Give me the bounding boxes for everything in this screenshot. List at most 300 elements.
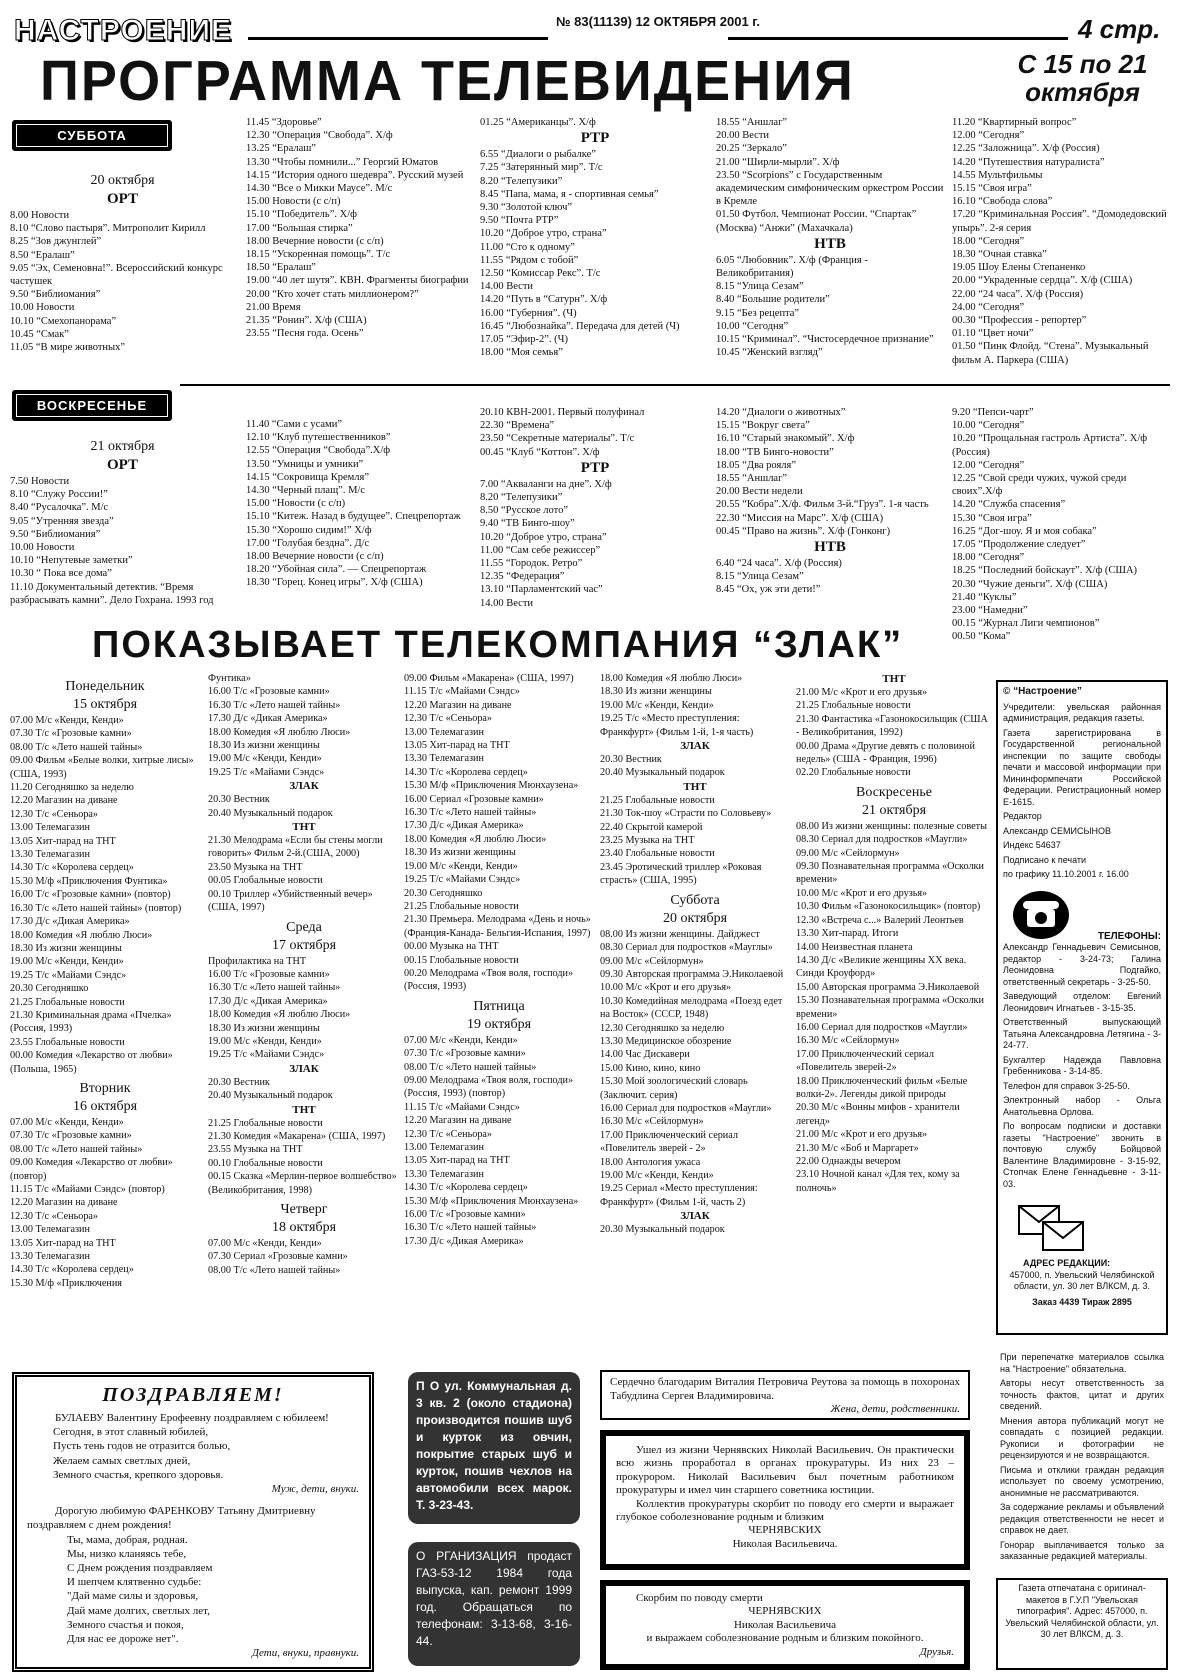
section-divider: [180, 384, 1170, 386]
channel-name: ОРТ: [106, 457, 139, 473]
list-item: Александр СЕМИСЫНОВ: [1003, 825, 1111, 836]
list-item: 10.10 “Непутевые заметки”: [10, 555, 133, 567]
schedule-item: 16.30 М/с «Сейлормун»: [796, 1035, 900, 1047]
list-item: 16.25 “Дог-шоу. Я и моя собака”: [952, 525, 1097, 537]
schedule-item: 17.30 Д/с «Дикая Америка»: [10, 916, 130, 928]
sun-col-4: [716, 406, 944, 597]
schedule-item: 12.20 Магазин на диване: [10, 795, 118, 807]
schedule-item: 15.00 Авторская программа Э.Николаевой: [796, 981, 980, 993]
list-item: Александр Геннадьевич Семисынов, редактор - 3-24-73; Галина Леонидовна Подгайко, ответственный секретарь - 3-25-50.: [1003, 942, 1161, 987]
list-item: 8.15 “Улица Сезам”: [716, 571, 804, 583]
list-item: 15.10 “Китеж. Назад в будущее”. Спецрепортаж: [246, 511, 461, 523]
zlak-col-1: [10, 674, 200, 1290]
list-item: 8.20 “Телепузики”: [480, 492, 563, 504]
list-item: 9.15 “Без рецепта”: [716, 307, 800, 319]
text-list: [480, 478, 710, 610]
schedule-item: 20.30 М/с «Вонны мифов - хранители легенд»: [796, 1102, 960, 1127]
list-item: Дай маме долгих, светлых лет,: [67, 1604, 210, 1617]
list-item: 24.00 “Сегодня”: [952, 301, 1025, 313]
phones-title: ТЕЛЕФОНЫ:: [1097, 930, 1161, 942]
list-item: 11.00 “Сто к одному”: [480, 241, 575, 253]
schedule-item: 12.30 Т/с «Сеньора»: [10, 1210, 99, 1222]
list-item: Письма и отклики граждан редакция использует по своему усмотрению, анонимные не рассматриваются.: [1000, 1464, 1164, 1498]
schedule-item: 20.30 Сегодняшко: [10, 983, 89, 995]
list-item: 10.00 “Сегодня”: [952, 420, 1025, 432]
zlak-title: ПОКАЗЫВАЕТ ТЕЛЕКОМПАНИЯ “ЗЛАК”: [92, 624, 904, 666]
list-item: 14.15 “История одного шедевра”. Русский музей: [246, 169, 464, 181]
list-item: 11.55 “Рядом с тобой”: [480, 254, 579, 266]
schedule-item: 08.30 Сериал для подростков «Маугли»: [796, 834, 968, 846]
schedule-item: 10.00 М/с «Крот и его друзья»: [796, 887, 928, 899]
schedule-item: 16.30 Т/с «Лето нашей тайны»: [404, 1222, 537, 1234]
schedule-item: 12.30 Т/с «Сеньора»: [404, 1128, 493, 1140]
schedule-item: 23.50 Музыка на ТНТ: [208, 861, 303, 873]
ad-truck-sale: О РГАНИЗАЦИЯ продаст ГАЗ-53-12 1984 года выпуска, кап. ремонт 1999 год. Обращаться по телефонам: 3-13-68, 3-16-44.: [408, 1542, 580, 1666]
condolence-name: ЧЕРНЯВСКИХ: [748, 1605, 822, 1618]
list-item: 8.40 “Русалочка”. М/с: [10, 502, 109, 514]
list-item: 6.40 “24 часа”. Х/ф (Россия): [716, 558, 842, 570]
schedule-item: 13.05 Хит-парад на ТНТ: [10, 1237, 116, 1249]
list-item: 12.55 “Операция “Свобода”.Х/ф: [246, 445, 391, 457]
schedule-item: 13.05 Хит-парад на ТНТ: [404, 740, 510, 752]
saturday-badge: СУББОТА: [12, 120, 172, 151]
ad-sewing: П О ул. Коммунальная д. 3 кв. 2 (около стадиона) производится пошив шуб и курток из овчин, покрытие старых шуб и курток, пошив чехлов на автомобили всех марок. Т. 3-23-43.: [408, 1372, 580, 1524]
list-item: 8.00 Новости: [10, 210, 70, 221]
schedule-item: 18.00 Комедия «Я люблю Люси»: [10, 929, 153, 941]
list-item: 20.00 “Кто хочет стать миллионером?”: [246, 288, 419, 300]
list-item: 8.10 “Слово пастыря”. Митрополит Кирилл: [10, 223, 206, 235]
list-item: 18.00 “Сегодня”: [952, 235, 1025, 247]
sat-col-5: [952, 116, 1170, 367]
greeting-title: ПОЗДРАВЛЯЕМ!: [102, 1384, 284, 1406]
envelope-icon: [1017, 1204, 1087, 1254]
list-item: 21.00 “Ширли-мырли”. Х/ф: [716, 156, 840, 168]
schedule-item: 11.15 Т/с «Майами Сэндс»: [404, 1101, 520, 1113]
header-rule-left: [248, 37, 548, 40]
text-list: [480, 406, 710, 459]
schedule-item: 13.30 Медицинское обозрение: [600, 1035, 732, 1047]
list-item: 22.30 “Времена”: [480, 420, 555, 432]
schedule-item: 15.30 М/ф «Приключения Мюнхаузена»: [404, 1195, 579, 1207]
channel-name: ЗЛАК: [289, 1062, 319, 1075]
schedule-item: 07.00 М/с «Кенди, Кенди»: [10, 715, 124, 726]
schedule-item: 13.30 Телемагазин: [404, 1168, 484, 1180]
schedule-item: 09.00 Фильм «Белые волки, хитрые лисы» (США, 1993): [10, 755, 194, 780]
channel-name: ТНТ: [292, 821, 316, 834]
channel-name: ТНТ: [292, 1103, 316, 1116]
list-item: 20.00 Вести: [716, 130, 770, 142]
channel-name: РТР: [580, 130, 610, 147]
list-item: 01.50 Футбол. Чемпионат России. “Спартак” (Москва) “Анжи” (Махачкала): [716, 209, 917, 234]
schedule-item: 20.30 Вестник: [208, 794, 270, 806]
text-list: [246, 116, 472, 340]
list-item: 7.50 Новости: [10, 476, 70, 487]
list-item: 11.05 “В мире животных”: [10, 342, 125, 354]
list-item: Желаем самых светлых дней,: [53, 1454, 191, 1467]
list-item: 10.00 Новости: [10, 542, 75, 554]
text-list: [1003, 702, 1161, 881]
text-list: [480, 148, 710, 359]
obituary-box: [600, 1430, 970, 1570]
list-item: 14.00 Вести: [480, 597, 534, 609]
list-item: 8.15 “Улица Сезам”: [716, 281, 804, 293]
schedule-item: 13.30 Хит-парад. Итоги: [796, 928, 899, 940]
schedule-item: 18.00 Комедия «Я люблю Люси»: [208, 1009, 351, 1021]
day-heading: Среда 17 октября: [271, 919, 337, 953]
text-list: [716, 557, 944, 597]
schedule-item: 09.00 Мелодрама «Твоя воля, господи» (Россия, 1993) (повтор): [404, 1074, 574, 1100]
list-item: 18.30 “Горец. Конец игры”. Х/ф (США): [246, 577, 423, 589]
schedule-item: 15.00 Кино, кино, кино: [600, 1062, 701, 1074]
list-item: 15.10 “Победитель”. Х/ф: [246, 209, 357, 221]
schedule-item: 12.20 Магазин на диване: [10, 1197, 118, 1209]
schedule-item: 21.25 Глобальные новости: [404, 900, 519, 912]
list-item: 11.20 “Квартирный вопрос”: [952, 117, 1077, 128]
schedule-item: 20.30 Вестник: [600, 754, 662, 766]
list-item: 12.00 “Сегодня”: [952, 459, 1025, 471]
schedule-item: 21.30 Мелодрама «Если бы стены могли говорить» Фильм 2-й.(США, 2000): [208, 835, 383, 860]
list-item: 15.00 Новости (с с/п): [246, 196, 341, 208]
schedule-item: 15.30 М/ф «Приключения Мюнхаузена»: [404, 780, 579, 792]
greeting-sign-1: Муж, дети, внуки.: [271, 1483, 359, 1496]
list-item: 11.00 “Сам себе режиссер”: [480, 544, 601, 556]
list-item: 00.30 “Профессия - репортер”: [952, 315, 1087, 327]
sat-col-4: [716, 116, 944, 359]
schedule-item: 00.15 Сказка «Мерлин-первое волшебство» (Великобритания, 1998): [208, 1171, 397, 1196]
schedule-item: 20.30 Вестник: [208, 1076, 270, 1088]
list-item: 20.10 КВН-2001. Первый полуфинал: [480, 407, 645, 418]
list-item: 9.05 “Утренняя звезда”: [10, 515, 114, 527]
schedule-item: 16.30 М/с «Сейлормун»: [600, 1116, 704, 1128]
schedule-item: 16.00 Сериал «Грозовые камни»: [404, 793, 544, 805]
schedule-item: 11.15 Т/с «Майами Сэндс»: [404, 686, 520, 698]
list-item: 12.30 “Операция “Свобода”. Х/ф: [246, 130, 393, 142]
list-item: 19.05 Шоу Елены Степаненко: [952, 262, 1086, 274]
schedule-item: 12.20 Магазин на диване: [404, 1115, 512, 1127]
day-heading: Суббота 20 октября: [662, 892, 728, 926]
schedule-item: 19.25 Т/с «Майами Сэндс»: [404, 874, 521, 886]
schedule-item: 21.30 М/с «Боб и Маргарет»: [796, 1142, 919, 1154]
schedule-item: 21.25 Глобальные новости: [208, 1117, 323, 1129]
schedule-item: 21.30 Фантастика «Газонокосильщик (США - Великобритания, 1992): [796, 713, 988, 739]
list-item: 19.00 “40 лет шутя”. КВН. Фрагменты биографии: [246, 275, 469, 287]
schedule-item: 18.00 Приключенческий фильм «Белые волки-2». Легенды дикой природы: [796, 1075, 968, 1100]
schedule-item: 23.55 Музыка на ТНТ: [208, 1144, 303, 1156]
date-range: С 15 по 21 октября: [1017, 49, 1148, 107]
text-list: [480, 116, 710, 129]
list-item: 10.45 “Женский взгляд”: [716, 347, 823, 359]
schedule-item: 20.40 Музыкальный подарок: [208, 807, 333, 819]
list-item: 21.35 “Ронин”. Х/ф (США): [246, 315, 367, 327]
text-list: [1003, 942, 1161, 1190]
zlak-col-2: [208, 672, 400, 1277]
text-list: [952, 116, 1170, 367]
list-item: 11.55 “Городок. Ретро”: [480, 558, 583, 570]
schedule-item: 19.00 М/с «Кенди, Кенди»: [600, 699, 714, 711]
list-item: 00.15 “Журнал Лиги чемпионов”: [952, 618, 1100, 630]
text-list: [952, 406, 1170, 644]
schedule-item: 19.25 Т/с «Майами Сэндс»: [10, 969, 127, 981]
day-heading: Вторник 16 октября: [72, 1080, 138, 1114]
schedule-item: 14.30 Т/с «Королева сердец»: [10, 862, 134, 874]
schedule-item: 00.10 Триллер «Убийственный вечер» (США, 1997): [208, 888, 373, 914]
list-item: Пусть тень годов не отразится болью,: [53, 1440, 231, 1453]
list-item: 14.00 Вести: [480, 281, 534, 293]
schedule-item: 14.30 Т/с «Королева сердец»: [10, 1264, 134, 1276]
sun-col-3: [480, 406, 710, 610]
list-item: 9.20 “Пепси-чарт”: [952, 407, 1034, 418]
list-item: 14.20 “Путешествия натуралиста”: [952, 156, 1105, 168]
list-item: 14.55 Мультфильмы: [952, 169, 1043, 181]
list-item: 14.20 “Путь в “Сатурн”. Х/ф: [480, 294, 608, 306]
text-list: [716, 254, 944, 360]
list-item: 8.50 “Ералаш”: [10, 249, 75, 261]
list-item: 15.30 “Своя игра”: [952, 512, 1032, 524]
schedule-item: 17.30 Д/с «Дикая Америка»: [208, 995, 328, 1007]
list-item: Авторы несут ответственность за точность фактов, цитат и других сведений.: [1000, 1378, 1164, 1411]
issue-number: № 83(11139) 12 ОКТЯБРЯ 2001 г.: [556, 14, 761, 29]
schedule-item: 14.00 Час Дискавери: [600, 1049, 690, 1061]
list-item: 6.55 “Диалоги о рыбалке”: [480, 149, 596, 161]
list-item: Подписано к печати: [1003, 854, 1087, 865]
schedule-item: 16.30 Т/с «Лето нашей тайны»: [404, 807, 537, 819]
day-heading: Воскресенье 21 октября: [856, 784, 932, 818]
schedule-item: 08.30 Сериал для подростков «Мауглы»: [600, 942, 773, 954]
schedule-item: 13.05 Хит-парад на ТНТ: [10, 835, 116, 847]
schedule-item: 13.00 Телемагазин: [10, 822, 90, 834]
list-item: 23.50 “Scorpions” с Государственным академическим симфоническим оркестром России в Кремле: [716, 169, 944, 208]
schedule-item: 08.00 Т/с «Лето нашей тайны»: [10, 1143, 143, 1155]
section-name: НАСТРОЕНИЕ: [14, 14, 233, 47]
obituary-text-2: Коллектив прокуратуры скорбит по поводу его смерти и выражает глубокое соболезнование родным и близким: [616, 1497, 954, 1524]
schedule-item: 12.30 «Встреча с...» Валерий Леонтьев: [796, 914, 964, 926]
channel-name: ОРТ: [106, 191, 139, 207]
condolence-text: Скорбим по поводу смерти: [636, 1592, 763, 1604]
thanks-text: Сердечно благодарим Виталия Петровича Реутова за помощь в похоронах Табудлина Сергея Владимировича.: [610, 1376, 960, 1402]
sat-col-2: [246, 116, 472, 340]
list-item: 8.25 “Зов джунглей”: [10, 236, 102, 248]
greeting-text-1: БУЛАЕВУ Валентину Ерофеевну поздравляем с юбилеем!: [55, 1412, 329, 1424]
list-item: 18.50 “Ералаш”: [246, 262, 316, 274]
list-item: 7.25 “Затерянный мир”. Т/с: [480, 162, 603, 174]
schedule-item: 00.00 Драма «Другие девять с половиной недель» (США - Франция, 1996): [796, 740, 975, 766]
condolence-name-2: Николая Васильевича: [733, 1618, 837, 1631]
schedule-item: 19.25 Т/с «Майами Сэндс»: [208, 1049, 325, 1061]
list-item: 01.10 “Цвет ночи”: [952, 328, 1034, 340]
schedule-item: 16.30 Т/с «Лето нашей тайны»: [208, 699, 341, 711]
thanks-box: [600, 1370, 970, 1420]
schedule-item: 14.30 Т/с «Королева сердец»: [404, 766, 528, 778]
schedule-item: 00.20 Мелодрама «Твоя воля, господи» (Россия, 1993): [404, 967, 574, 993]
schedule-item: 18.00 Антология ужаса: [600, 1156, 701, 1168]
list-item: 13.10 “Парламентский час”: [480, 584, 603, 596]
text-list: [10, 209, 235, 354]
list-item: 9.40 “ТВ Бинго-шоу”: [480, 518, 575, 530]
schedule-item: 23.45 Эротический триллер «Роковая страсть» (США, 1995): [600, 861, 762, 887]
schedule-item: 09.00 Фильм «Макарена» (США, 1997): [404, 673, 574, 684]
schedule-item: 10.30 Фильм «Газонокосильщик» (повтор): [796, 901, 981, 913]
list-item: 17.00 “Большая стирка”: [246, 222, 353, 234]
schedule-item: 21.25 Глобальные новости: [600, 794, 715, 806]
list-item: 13.50 “Умницы и умники”: [246, 458, 364, 470]
text-list: [246, 418, 472, 590]
sun-col-2: [246, 418, 472, 590]
schedule-item: 17.30 Д/с «Дикая Америка»: [404, 820, 524, 832]
zlak-col-4: [600, 672, 790, 1237]
address: 457000, п. Увельский Челябинской области, ул. 30 лет ВЛКСМ, д. 3.: [1009, 1269, 1155, 1291]
list-item: При перепечатке материалов ссылка на "Настроение" обязательна.: [1000, 1352, 1164, 1374]
channel-name: ЗЛАК: [289, 780, 319, 793]
list-item: Газета зарегистрирована в Государственной региональной инспекции по защите свободы печати и массовой информации при Мининформпечати Российской Федерации. Регистрационный номер Е-1615.: [1003, 727, 1161, 807]
day-heading: Пятница 19 октября: [466, 998, 532, 1032]
list-item: 9.50 “Библиомания”: [10, 289, 101, 301]
schedule-item: 16.30 Т/с «Лето нашей тайны»: [208, 982, 341, 994]
list-item: 8.40 “Большие родители”: [716, 294, 830, 306]
list-item: 18.00 “ТВ Бинго-новости”: [716, 446, 834, 458]
list-item: 15.00 “Новости (с с/п): [246, 498, 346, 510]
schedule-item: 19.25 Т/с «Майами Сэндс»: [208, 766, 325, 778]
schedule-item: 09.30 Познавательная программа «Осколки времени»: [796, 861, 984, 886]
schedule-item: 13.30 Телемагазин: [10, 1251, 90, 1263]
schedule-item: 10.30 Комедийная мелодрама «Поезд едет на Восток» (СССР, 1948): [600, 995, 783, 1021]
printed-note: Газета отпечатана с оригинал-макетов в Г.У.П "Увельская типография". Адрес: 457000, п. Увельский Челябинской области, ул. 30 лет ВЛКСМ, д. 3.: [996, 1578, 1168, 1670]
list-item: 22.00 “24 часа”. Х/ф (Россия): [952, 288, 1084, 300]
day-heading: Четверг 18 октября: [271, 1202, 337, 1235]
schedule-item: 08.00 Из жизни женщины. Дайджест: [600, 928, 760, 940]
text-list: [27, 1425, 359, 1482]
sat-col-3: [480, 116, 710, 359]
schedule-item: 13.30 Телемагазин: [404, 753, 484, 765]
list-item: 17.05 “Продолжение следует”: [952, 539, 1086, 551]
list-item: 15.15 “Своя игра”: [952, 183, 1032, 195]
schedule-item: 17.00 Приключенческий сериал «Повелитель зверей-2»: [796, 1048, 934, 1074]
list-item: 12.10 “Клуб путешественников”: [246, 432, 391, 444]
channel-name: ЗЛАК: [680, 740, 710, 753]
list-item: 11.45 “Здоровье”: [246, 117, 322, 128]
schedule-item: 20.40 Музыкальный подарок: [208, 1090, 333, 1102]
list-item: 9.50 “Библиомания”: [10, 528, 101, 540]
list-item: Телефон для справок 3-25-50.: [1003, 1080, 1130, 1091]
list-item: С Днем рождения поздравляем: [67, 1562, 213, 1575]
schedule-item: 00.05 Глобальные новости: [208, 875, 323, 887]
list-item: 14.30 “Черный плащ”. М/с: [246, 485, 365, 497]
schedule-item: 19.00 М/с «Кенди, Кенди»: [208, 1035, 322, 1047]
imprint-title: © “Настроение”: [1003, 686, 1082, 697]
list-item: Редактор: [1003, 811, 1042, 821]
text-list: [1000, 1352, 1164, 1563]
list-item: 00.50 “Кома”: [952, 631, 1011, 643]
list-item: 12.25 “Заложница”. Х/ф (Россия): [952, 143, 1100, 155]
list-item: 16.10 “Свобода слова”: [952, 196, 1053, 208]
list-item: 11.10 Документальный детектив. “Время разбрасывать камни”. Дело Гохрана. 1993 год: [10, 581, 214, 606]
schedule-item: 16.00 Т/с «Грозовые камни» (повтор): [10, 889, 171, 901]
list-item: 8.20 “Телепузики”: [480, 175, 563, 187]
list-item: 10.00 “Сегодня”: [716, 320, 789, 332]
list-item: Земного счастья, крепкого здоровья.: [53, 1468, 224, 1481]
schedule-item: 08.00 Т/с «Лето нашей тайны»: [404, 1061, 537, 1073]
list-item: 8.45 “Папа, мама, я - спортивная семья”: [480, 188, 659, 200]
page-title: ПРОГРАММА ТЕЛЕВИДЕНИЯ: [40, 49, 855, 113]
schedule-item: 16.00 Сериал для подростков «Маугли»: [600, 1102, 772, 1114]
list-item: 17.00 “Голубая бездна”. Д/с: [246, 537, 370, 549]
list-item: 21.00 Время: [246, 301, 301, 313]
schedule-item: 22.40 Скрытой камерой: [600, 821, 703, 833]
schedule-item: 13.00 Телемагазин: [404, 726, 484, 738]
schedule-item: 20.30 Музыкальный подарок: [600, 1224, 725, 1236]
list-item: 23.00 “Намедни”: [952, 605, 1028, 617]
list-item: 10.20 “Прощальная гастроль Артиста”. Х/ф (Россия): [952, 433, 1148, 458]
list-item: 8.45 “Ох, уж эти дети!”: [716, 584, 821, 596]
schedule-item: 12.30 Т/с «Сеньора»: [10, 808, 99, 820]
greeting-box: [12, 1372, 374, 1672]
list-item: 15.15 “Вокруг света”: [716, 420, 810, 432]
schedule-item: 18.30 Из жизни женщины: [404, 847, 516, 859]
schedule-item: 12.20 Магазин на диване: [404, 699, 512, 711]
list-item: 16.00 “Губерния”. (Ч): [480, 307, 577, 319]
schedule-item: 07.00 М/с «Кенди, Кенди»: [10, 1116, 124, 1128]
schedule-item: 12.30 Сегодняшко за неделю: [600, 1022, 725, 1034]
list-item: 18.00 “Моя семья”: [480, 347, 563, 359]
list-item: Ответственный выпускающий Татьяна Александровна Летягина - 3-24-77.: [1003, 1017, 1161, 1050]
schedule-item: 14.30 Т/с «Королева сердец»: [404, 1182, 528, 1194]
schedule-item: 23.55 Глобальные новости: [10, 1036, 125, 1048]
schedule-item: 09.00 М/с «Сейлормун»: [796, 847, 900, 859]
schedule-item: 21.25 Глобальные новости: [10, 996, 125, 1008]
list-item: 20.00 “Украденные сердца”. Х/ф (США): [952, 275, 1133, 287]
list-item: 13.25 “Ералаш”: [246, 143, 316, 155]
text-list: [716, 406, 944, 538]
list-item: 17.05 “Эфир-2”. (Ч): [480, 334, 568, 346]
schedule-item: 09.00 Комедия «Лекарство от любви» (повтор): [10, 1157, 173, 1182]
sat-col-1: [10, 148, 235, 354]
schedule-item: 13.00 Телемагазин: [10, 1224, 90, 1236]
schedule-item: 14.00 Неизвестная планета: [796, 941, 913, 953]
schedule-item: 21.30 Ток-шоу «Страсти по Соловьеву»: [600, 808, 772, 820]
header-rule-right: [728, 37, 1068, 40]
list-item: "Дай маме силы и здоровья,: [67, 1590, 199, 1603]
list-item: Заведующий отделом: Евгений Леонидович Игнатьев - 3-15-35.: [1003, 991, 1161, 1013]
list-item: 7.00 “Акваланги на дне”. Х/ф: [480, 478, 612, 490]
schedule-item: 18.00 Комедия «Я люблю Люси»: [404, 833, 547, 845]
text-list: [27, 1533, 359, 1647]
schedule-item: 21.30 Премьера. Мелодрама «День и ночь» (Франция-Канада- Бельгия-Испания, 1997): [404, 914, 591, 939]
schedule-item: 13.00 Телемагазин: [404, 1142, 484, 1153]
day-heading: Понедельник 15 октября: [65, 679, 145, 712]
schedule-item: 18.30 Из жизни женщины: [600, 686, 712, 698]
list-item: 18.25 “Последний бойскаут”. Х/ф (США): [952, 565, 1138, 577]
list-item: 18.20 “Убойная сила”. — Спецрепортаж: [246, 564, 427, 576]
list-item: 18.30 “Очная ставка”: [952, 249, 1047, 261]
schedule-item: 21.30 Криминальная драма «Пчелка» (Россия, 1993): [10, 1009, 172, 1035]
list-item: 23.50 “Секретные материалы”. Т/с: [480, 433, 635, 445]
obituary-text: Ушел из жизни Чернявских Николай Васильевич. Он практически всю жизнь проработал в органах прокуратуры. Из них 23 – прокурором. Николай Васильевич был почетным работником прокуратуры и имел чин старшего советника юстиции.: [616, 1444, 954, 1497]
list-item: Электронный набор - Ольга Анатольевна Орлова.: [1003, 1095, 1161, 1117]
schedule-item: 19.25 Т/с «Место преступления: Франкфурт» (Фильм 1-й, 1-я часть): [600, 713, 754, 738]
list-item: 9.30 “Золотой ключ”: [480, 202, 573, 214]
list-item: 18.15 “Ускоренная помощь”. Т/с: [246, 249, 391, 261]
list-item: И шепчем клятвенно судьбе:: [67, 1576, 202, 1589]
schedule-item: Профилактика на ТНТ: [208, 955, 307, 967]
list-item: Земного счастья и покоя,: [67, 1618, 184, 1631]
schedule-item: 20.30 Сегодняшко: [404, 887, 483, 899]
imprint-box: [996, 680, 1168, 1335]
channel-name: ТНТ: [882, 673, 906, 685]
schedule-item: 17.00 Приключенческий сериал «Повелитель зверей - 2»: [600, 1129, 738, 1155]
schedule-item: 21.30 Комедия «Макарена» (США, 1997): [208, 1130, 386, 1142]
schedule-item: 21.25 Глобальные новости: [796, 700, 911, 712]
list-item: 12.50 “Комиссар Рекс”. Т/с: [480, 268, 601, 280]
thanks-sign: Жена, дети, родственники.: [830, 1403, 960, 1415]
